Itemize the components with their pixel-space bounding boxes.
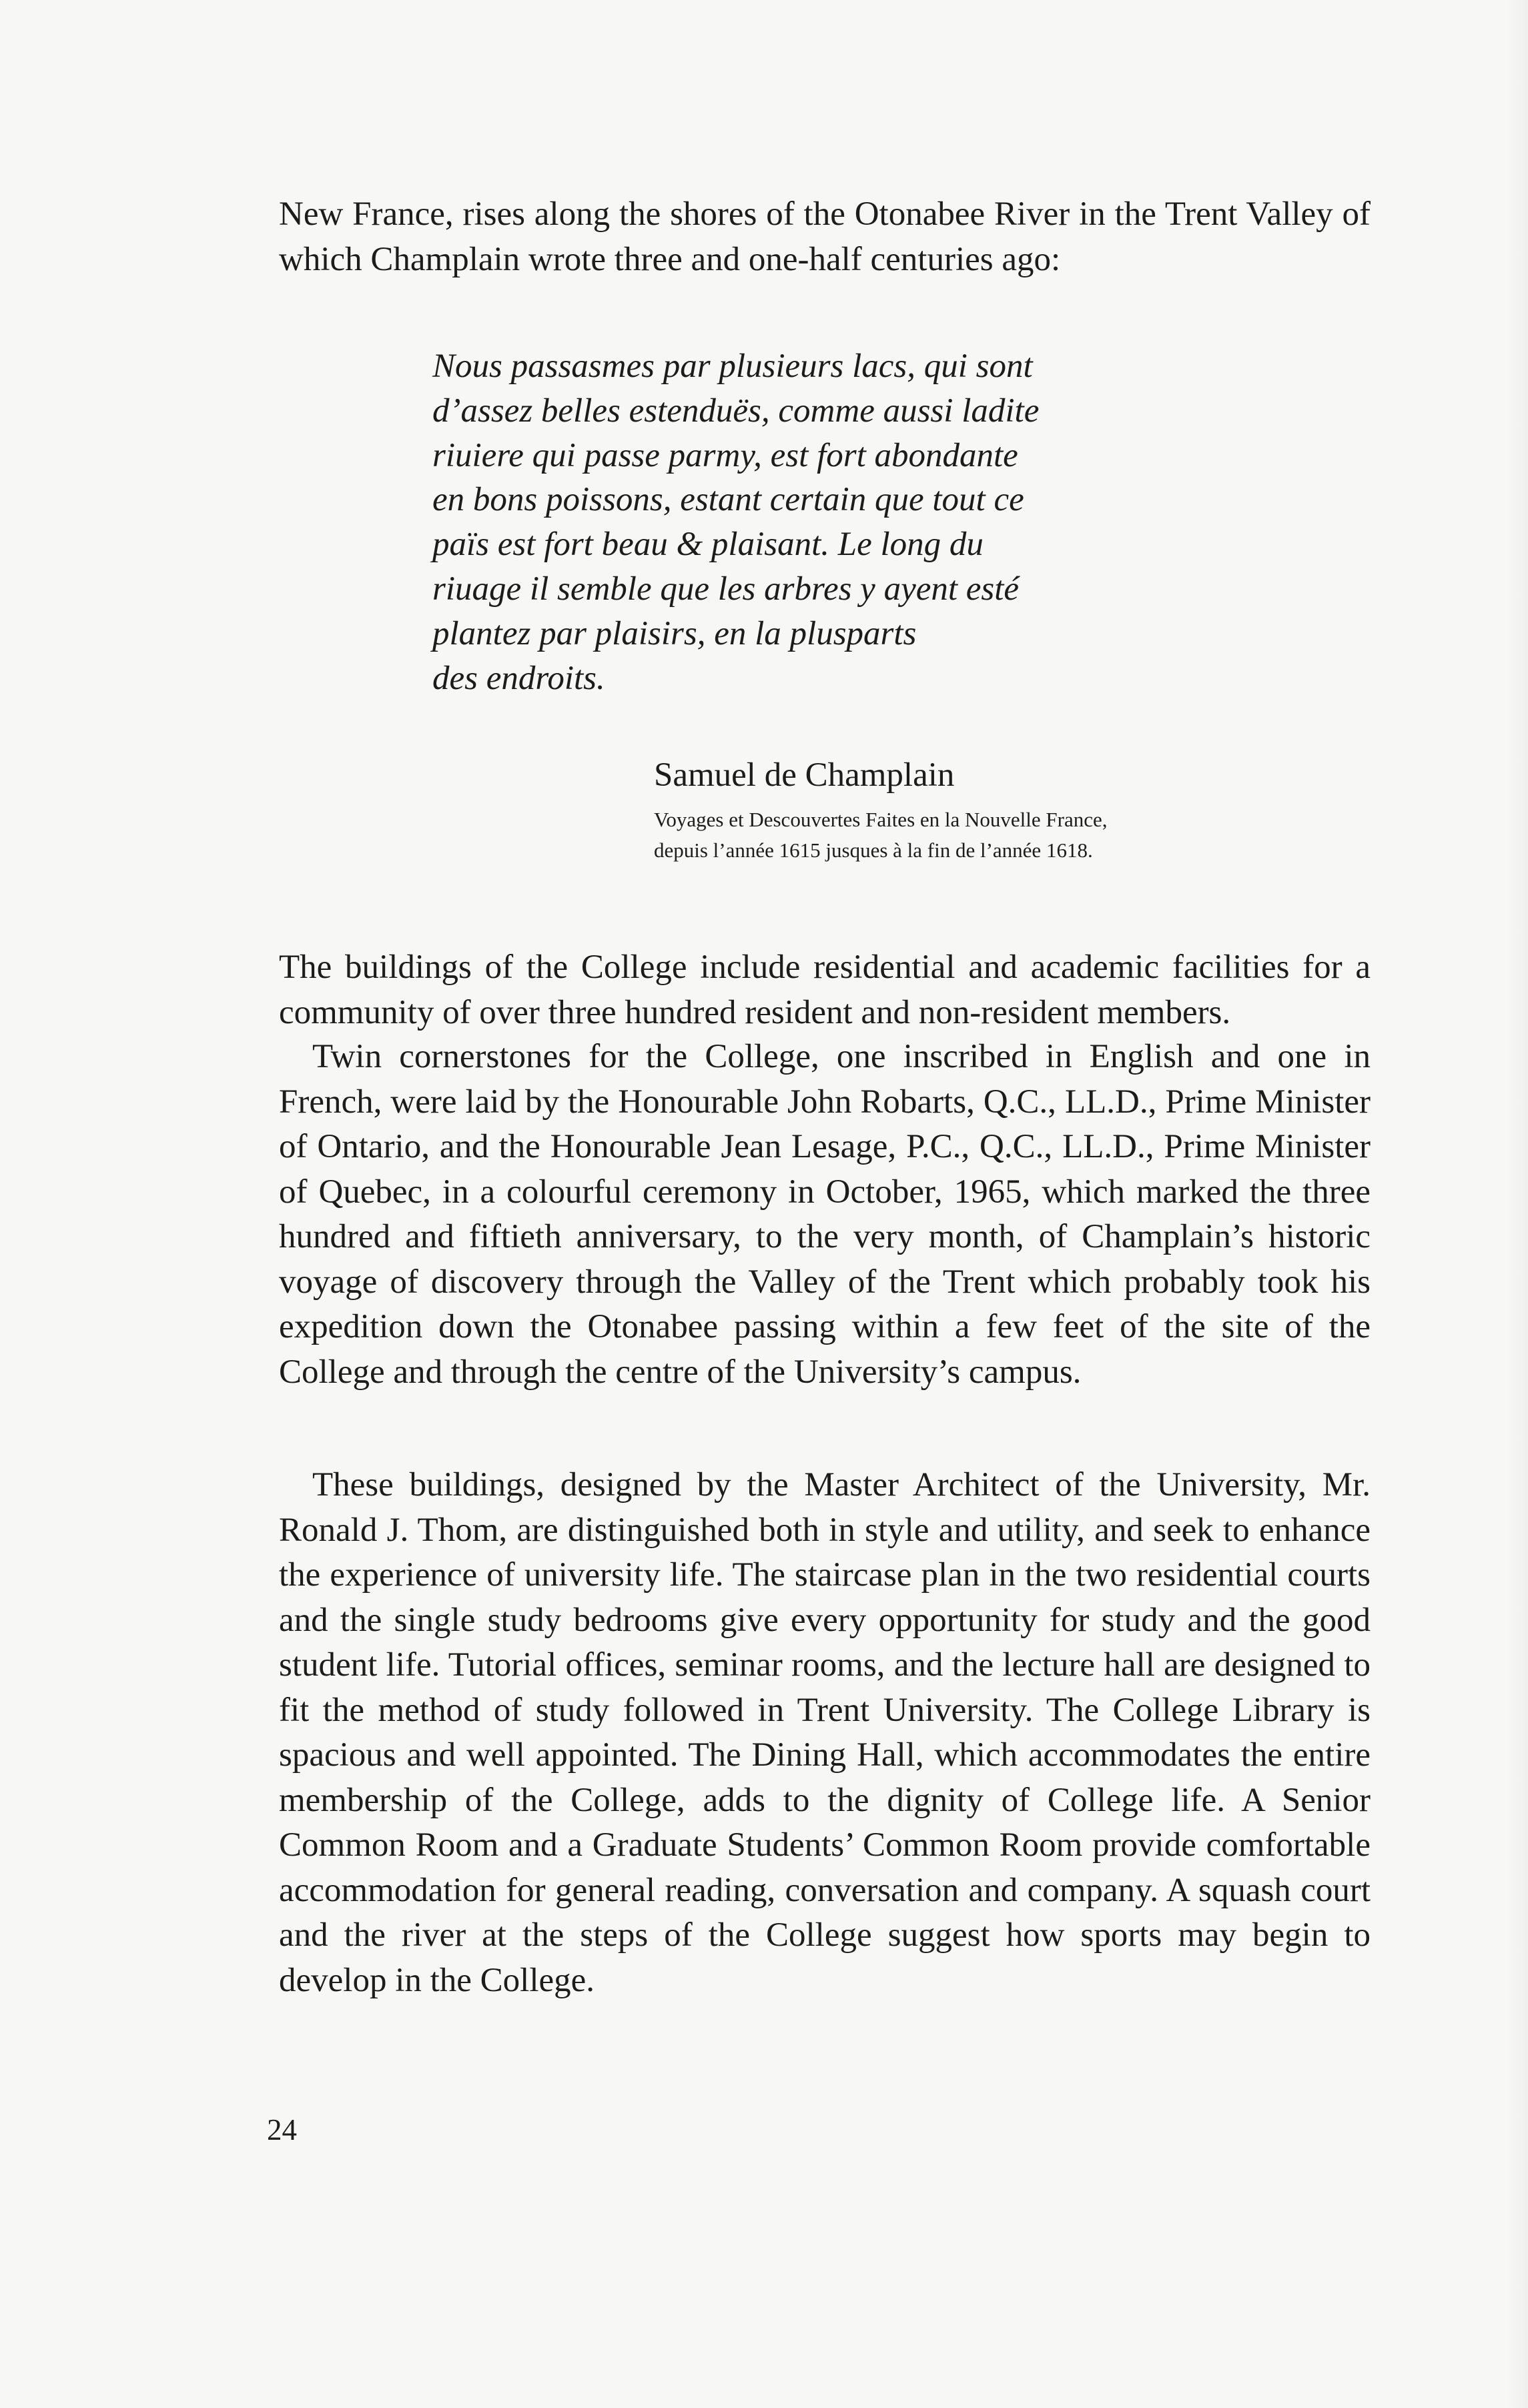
buildings-paragraph: The buildings of the College include residential and academic facilities for a community of over three hundred resident and non-resident members. — [279, 949, 1371, 1031]
quote-line: Nous passasmes par plusieurs lacs, qui sont — [432, 348, 1033, 385]
quote-source-line: depuis l’année 1615 jusques à la fin de l’année 1618. — [654, 838, 1093, 862]
quote-line: en bons poissons, estant certain que tout ce — [432, 481, 1024, 519]
quote-line: des endroits. — [432, 659, 605, 697]
quote-line: plantez par plaisirs, en la plusparts — [432, 614, 917, 652]
page-number: 24 — [267, 2113, 297, 2147]
architecture-paragraph: These buildings, designed by the Master Architect of the University, Mr. Ronald J. Thom, are distinguished both in style and utility, and seek to enhance the experience of university life. The staircase plan in the two residential courts and the single study bedrooms give every opportunity for study and the good student life. Tutorial offices, seminar rooms, and the lecture hall are designed to fit the method of study followed in Trent University. The College Library is spacious and well appointed. The Dining Hall, which accommodates the entire membership of the College, adds to the dignity of College life. A Senior Common Room and a Graduate Students’ Common Room provide comfortable accommodation for general reading, conversation and company. A squash court and the river at the steps of the College suggest how sports may begin to develop in the College. — [279, 1466, 1371, 1999]
quote-source-line: Voyages et Descouvertes Faites en la Nouvelle France, — [654, 808, 1108, 831]
quote-line: riuiere qui passe parmy, est fort abondante — [432, 436, 1018, 474]
quote-author: Samuel de Champlain — [654, 756, 955, 794]
cornerstones-paragraph: Twin cornerstones for the College, one inscribed in English and one in French, were laid by the Honourable John Robarts, Q.C., LL.D., Prime Minister of Ontario, and the Honourable Jean Lesage, P.C., Q.C., LL.D., Prime Minister of Quebec, in a colourful ceremony in October, 1965, which marked the three hundred and fiftieth anniversary, to the very month, of Champlain’s historic voyage of discovery through the Valley of the Trent which probably took his expedition down the Otonabee passing within a few feet of the site of the College and through the centre of the University’s campus. — [279, 1038, 1371, 1391]
quote-line: riuage il semble que les arbres y ayent esté — [432, 570, 1020, 608]
quote-source — [654, 804, 1108, 866]
quote-line: d’assez belles estenduës, comme aussi ladite — [432, 392, 1040, 430]
page-edge-shadow — [1508, 0, 1528, 2408]
champlain-quote — [432, 344, 1046, 700]
quote-line: païs est fort beau & plaisant. Le long du — [432, 526, 984, 564]
intro-paragraph: New France, rises along the shores of the Otonabee River in the Trent Valley of which Champlain wrote three and one-half centuries ago: — [279, 195, 1371, 278]
